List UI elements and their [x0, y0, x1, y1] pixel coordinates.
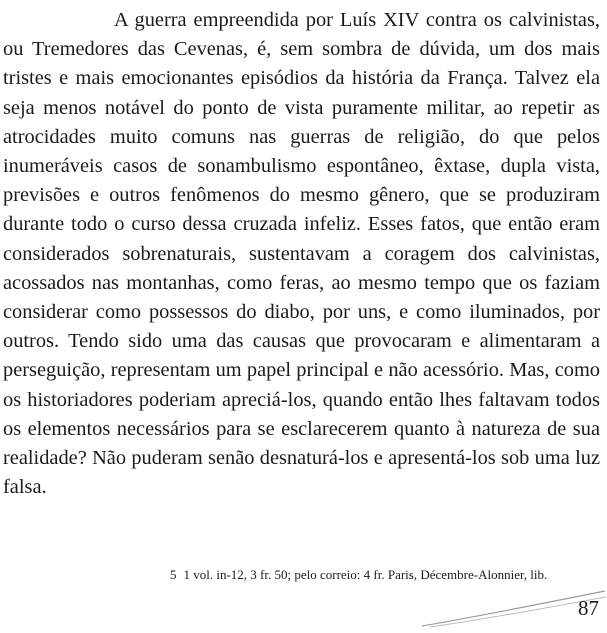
body-paragraph: A guerra empreendida por Luís XIV contra os calvinistas, ou Tremedores das Cevenas, é, sem sombra de dúvida, um dos mais tristes e mais emocionantes episódios da história da França. Talvez ela seja menos notável do ponto de vista puramente militar, ao repetir as atrocidades muito comuns nas guerras de religião, do que pelos inumeráveis casos de sonambulismo espontâneo, êxtase, dupla vista, previsões e outros fenômenos do mesmo gênero, que se produziram durante todo o curso dessa cruzada infeliz. Esses fatos, que então eram considerados sobrenaturais, sustentavam a coragem dos calvinistas, acossados nas montanhas, como feras, ao mesmo tempo que os faziam considerar como possessos do diabo, por uns, e como iluminados, por outros. Tendo sido uma das causas que provocaram e alimentaram a perseguição, representam um papel principal e não acessório. Mas, como os historiadores poderiam apreciá-los, quando então lhes faltavam todos os elementos necessários para se esclarecerem quanto à natureza de sua realidade? Não puderam senão desnaturá-los e apresentá-los sob uma luz falsa. [3, 9, 600, 499]
footnote-text: 1 vol. in-12, 3 fr. 50; pelo correio: 4 fr. Paris, Décembre-Alonnier, lib. [183, 567, 548, 582]
footnote-number: 5 [170, 567, 177, 582]
page-number: 87 [578, 596, 599, 620]
footnote [170, 567, 602, 583]
